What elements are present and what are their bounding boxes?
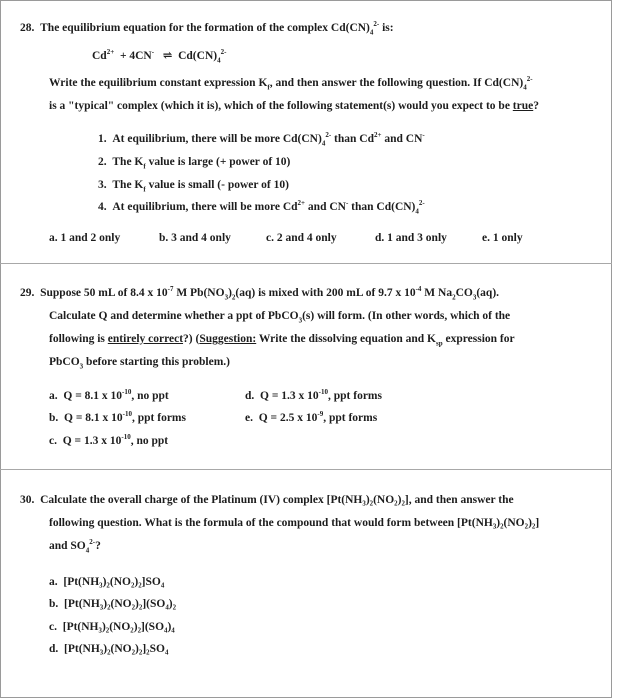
q29-option-d[interactable]: d. Q = 1.3 x $10^{-10}$, ppt forms — [245, 388, 382, 402]
q28-statement-2: 2. The $K_f$ value is large (+ power of 10) — [98, 156, 291, 171]
q28-option-e[interactable]: e. 1 only — [482, 232, 523, 244]
q30-option-a[interactable]: a. [Pt(NH₃)₂(NO₂)₂]SO₄ — [49, 576, 165, 588]
q28-instruction-line1: Write the equilibrium constant expression $K_f$, and then answer the following question. If $Cd(CN)_4^{2-}$ — [49, 75, 533, 92]
q28-option-c[interactable]: c. 2 and 4 only — [266, 232, 337, 244]
q28-statement-3: 3. The $K_f$ value is small (- power of 10) — [98, 179, 289, 194]
q29-line1: 29. Suppose 50 mL of 8.4 x $10^{-7}$ M $Pb(NO_3)_2(aq)$ is mixed with 200 mL of 9.7 x $10^{-4}$ M $Na_2CO_3(aq)$. — [20, 285, 500, 302]
q30-line3: and $SO_4^{2-}$? — [49, 538, 101, 555]
q29-option-b[interactable]: b. Q = 8.1 x $10^{-10}$, ppt forms — [49, 410, 186, 424]
divider — [0, 263, 612, 264]
q28-option-b[interactable]: b. 3 and 4 only — [159, 232, 231, 244]
q29-option-e[interactable]: e. Q = 2.5 x $10^{-9}$, ppt forms — [245, 410, 378, 424]
equilibrium-arrow-icon: ⇌ — [162, 50, 173, 62]
q28-option-a[interactable]: a. 1 and 2 only — [49, 232, 121, 244]
q30-line1: 30. Calculate the overall charge of the Platinum (IV) complex [Pt(NH₃)₂(NO₂)₂], and then answer the — [20, 494, 514, 506]
q29-line3: following is entirely correct?) (Suggestion: Write the dissolving equation and $K_{sp}$ expression for — [49, 333, 515, 348]
q30-line2: following question. What is the formula of the compound that would form between [Pt(NH₃)₂(NO₂)₂] — [49, 517, 540, 529]
q28-equation: $Cd^{2+} + 4CN^-$ ⇌ $Cd(CN)_4^{2-}$ — [92, 48, 227, 65]
q29-option-a[interactable]: a. Q = 8.1 x $10^{-10}$, no ppt — [49, 388, 169, 402]
q29-line4: PbCO$_3$ before starting this problem.) — [49, 356, 230, 371]
q28-prompt: 28. The equilibrium equation for the formation of the complex $Cd(CN)_4^{2-}$ is: — [20, 20, 394, 37]
q30-option-c[interactable]: c. [Pt(NH₃)₂(NO₂)₂](SO₄)₄ — [49, 621, 175, 633]
q28-option-d[interactable]: d. 1 and 3 only — [375, 232, 447, 244]
divider — [0, 469, 612, 470]
q29-option-c[interactable]: c. Q = 1.3 x $10^{-10}$, no ppt — [49, 433, 169, 447]
q30-option-d[interactable]: d. [Pt(NH₃)₂(NO₂)₂]₂SO₄ — [49, 643, 169, 655]
q28-statement-4: 4. At equilibrium, there will be more $Cd^{2+}$ and CN- than $Cd(CN)_4^{2-}$ — [98, 199, 425, 216]
q29-line2: Calculate Q and determine whether a ppt of PbCO$_3$(s) will form. (In other words, which of the — [49, 310, 511, 325]
q30-option-b[interactable]: b. [Pt(NH₃)₂(NO₂)₂](SO₄)₂ — [49, 598, 177, 610]
q28-instruction-line2: is a "typical" complex (which it is), which of the following statement(s) would you expect to be true? — [49, 100, 539, 112]
q28-statement-1: 1. At equilibrium, there will be more $Cd(CN)_4^{2-}$ than $Cd^{2+}$ and CN- — [98, 131, 425, 148]
